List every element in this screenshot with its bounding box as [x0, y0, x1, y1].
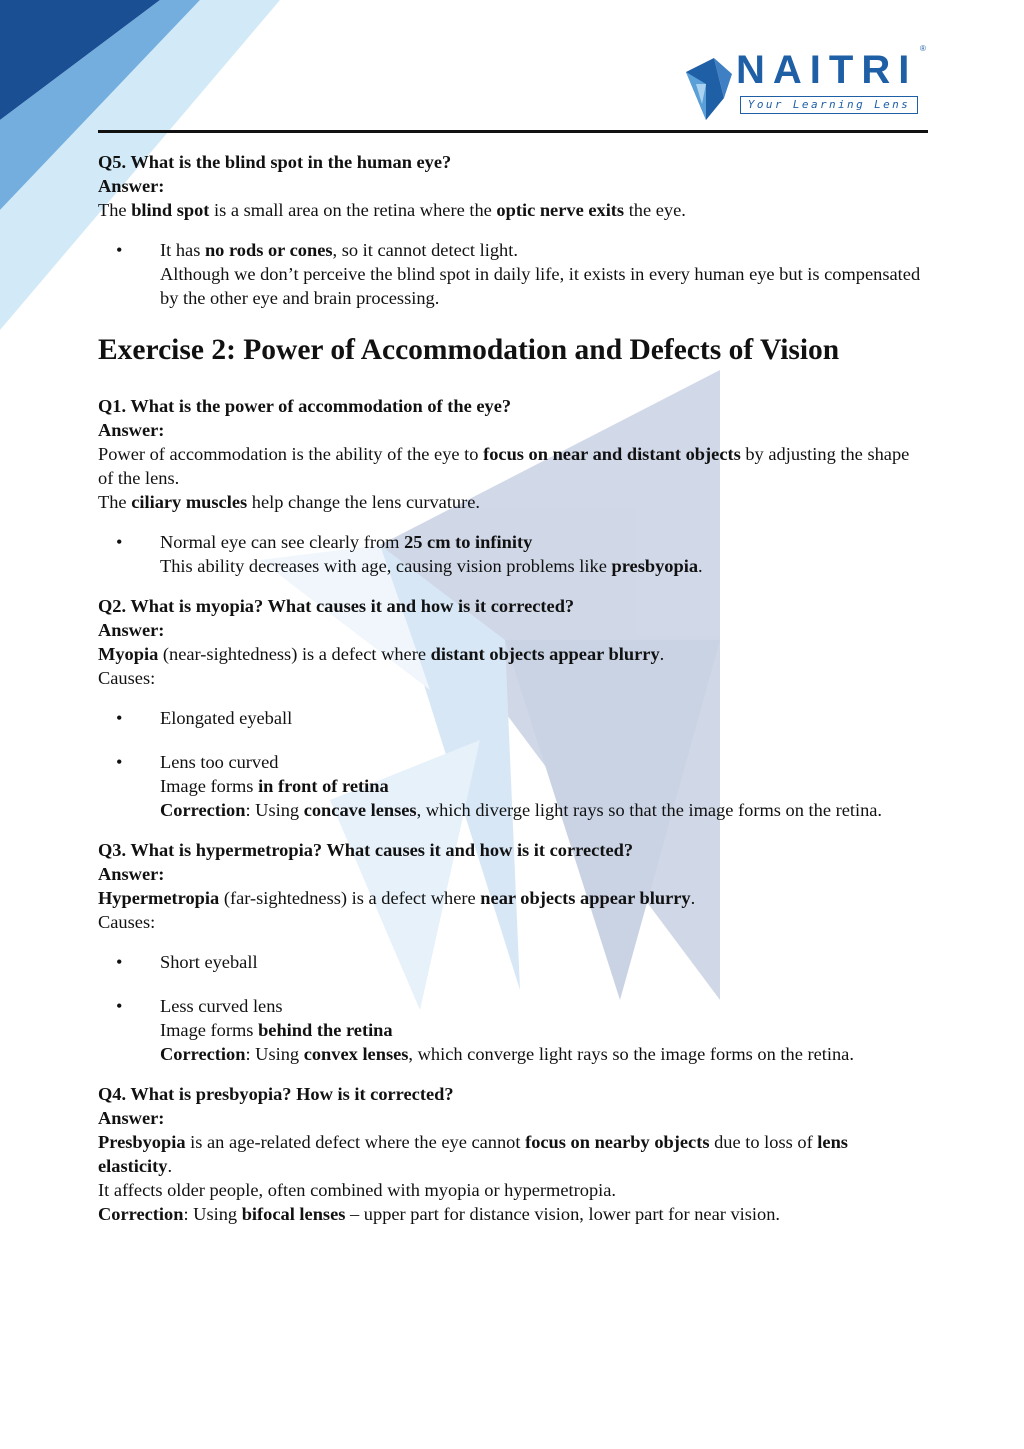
logo-wordmark: NAITRI: [736, 48, 918, 92]
bullet-list: [98, 706, 924, 822]
bullet-list: [98, 950, 924, 1066]
bullet-icon: •: [116, 240, 123, 260]
answer-label: Answer:: [98, 864, 165, 884]
bullet-icon: •: [116, 708, 123, 728]
answer-label: Answer:: [98, 620, 165, 640]
bullet-list: [98, 530, 924, 578]
qa-block-q3: [98, 838, 924, 1066]
answer-label: Answer:: [98, 420, 165, 440]
answer-text: Presbyopia is an age-related defect where the eye cannot focus on nearby objects due to loss of lens elasticity.: [98, 1132, 848, 1176]
logo-tagline: Your Learning Lens: [740, 96, 918, 114]
qa-block-q5: [98, 150, 924, 310]
causes-label: Causes:: [98, 912, 156, 932]
question-heading: Q5. What is the blind spot in the human eye?: [98, 152, 452, 172]
bullet-icon: •: [116, 532, 123, 552]
bullet-icon: •: [116, 752, 123, 772]
causes-label: Causes:: [98, 668, 156, 688]
question-heading: Q1. What is the power of accommodation of the eye?: [98, 396, 512, 416]
list-item: • Less curved lens Image forms behind the retina Correction: Using convex lenses, which converge light rays so the image forms on the retina.: [116, 996, 854, 1064]
question-heading: Q3. What is hypermetropia? What causes it and how is it corrected?: [98, 840, 634, 860]
question-heading: Q2. What is myopia? What causes it and how is it corrected?: [98, 596, 575, 616]
list-item: • It has no rods or cones, so it cannot detect light. Although we don’t perceive the blind spot in daily life, it exists in every human eye but is compensated by the other eye and brain processing.: [116, 240, 921, 308]
answer-label: Answer:: [98, 176, 165, 196]
bullet-list: [98, 238, 924, 310]
list-item: • Lens too curved Image forms in front of retina Correction: Using concave lenses, which diverge light rays so that the image forms on the retina.: [116, 752, 883, 820]
document-body: [98, 150, 924, 1226]
answer-text: The ciliary muscles help change the lens curvature.: [98, 492, 481, 512]
question-heading: Q4. What is presbyopia? How is it corrected?: [98, 1084, 454, 1104]
qa-block-q1: [98, 394, 924, 578]
list-item: • Normal eye can see clearly from 25 cm to infinity This ability decreases with age, causing vision problems like presbyopia.: [116, 532, 703, 576]
logo-mark-icon: [684, 54, 736, 124]
list-item: • Elongated eyeball: [116, 708, 293, 728]
exercise-heading: Exercise 2: Power of Accommodation and Defects of Vision: [98, 334, 840, 366]
answer-text: Hypermetropia (far-sightedness) is a defect where near objects appear blurry.: [98, 888, 696, 908]
naitri-logo: [684, 44, 934, 124]
answer-text: Correction: Using bifocal lenses – upper part for distance vision, lower part for near vision.: [98, 1204, 781, 1224]
list-item: • Short eyeball: [116, 952, 258, 972]
bullet-icon: •: [116, 952, 123, 972]
answer-text: Power of accommodation is the ability of the eye to focus on near and distant objects by adjusting the shape of the lens.: [98, 444, 910, 488]
logo-registered-mark: ®: [920, 44, 926, 53]
answer-text: It affects older people, often combined with myopia or hypermetropia.: [98, 1180, 617, 1200]
header-rule: [98, 130, 928, 133]
answer-label: Answer:: [98, 1108, 165, 1128]
bullet-icon: •: [116, 996, 123, 1016]
answer-text: The blind spot is a small area on the retina where the optic nerve exits the eye.: [98, 200, 686, 220]
qa-block-q4: [98, 1082, 924, 1226]
qa-block-q2: [98, 594, 924, 822]
answer-text: Myopia (near-sightedness) is a defect where distant objects appear blurry.: [98, 644, 665, 664]
